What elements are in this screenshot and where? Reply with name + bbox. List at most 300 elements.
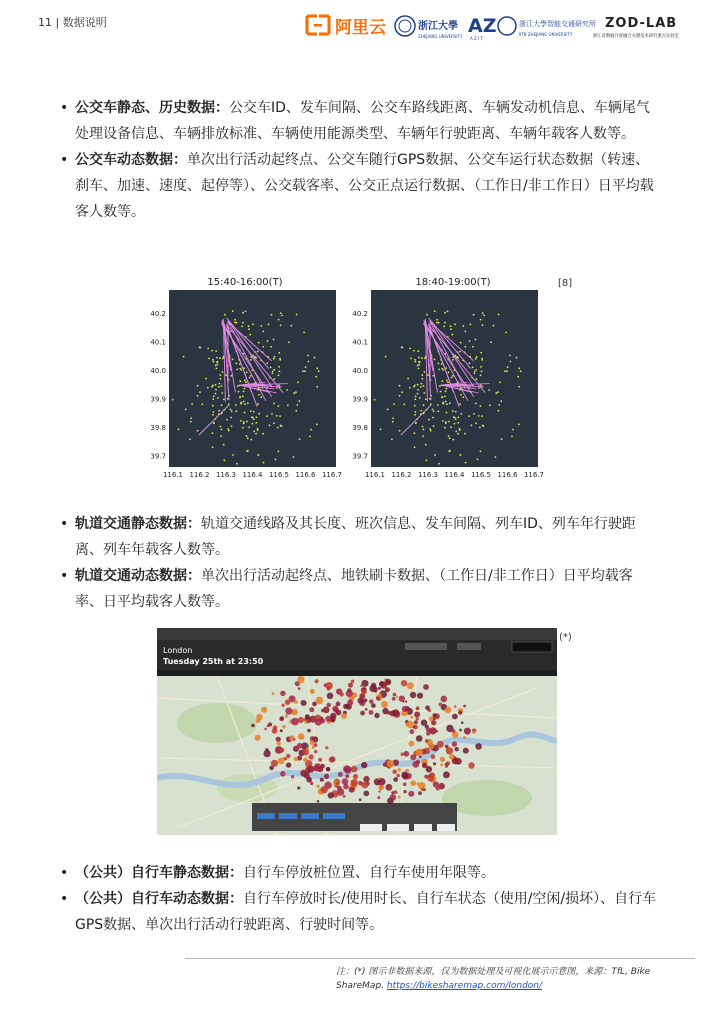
bus-stop-dot [245, 311, 247, 313]
page-number-and-section: 11 | 数据说明 [38, 16, 107, 29]
bus-stop-dot [497, 391, 499, 393]
bus-stop-dot [472, 346, 474, 348]
bus-stop-dot [248, 328, 250, 330]
list-item: • （公共）自行车动态数据：自行车停放时长/使用时长、自行车状态（使用/空闲/损坏）、自行车GPS数据、单次出行活动行驶距离、行驶时间等。 [60, 891, 657, 933]
bus-stop-dot [258, 413, 260, 415]
bike-station-marker [443, 771, 450, 778]
bus-stop-dot [432, 409, 434, 411]
bus-stop-dot [295, 410, 297, 412]
bike-station-marker [321, 786, 328, 793]
bike-station-marker [312, 745, 316, 749]
bike-station-marker [305, 714, 310, 719]
az-sub-text: A Z I T [470, 36, 483, 41]
bus-stop-dot [432, 375, 434, 377]
bus-stop-dot [248, 426, 250, 428]
bus-stop-dot [478, 387, 480, 389]
bus-stop-dot [512, 429, 514, 431]
bus-stop-dot [212, 398, 214, 400]
bike-station-marker [390, 794, 397, 801]
map-control-button[interactable] [437, 824, 455, 831]
bike-station-marker [463, 748, 469, 754]
bus-stop-dot [215, 393, 217, 395]
bus-stop-dot [417, 365, 419, 367]
rail-data-list [60, 511, 660, 615]
bus-stop-dot [236, 463, 238, 465]
bike-station-marker [255, 735, 261, 741]
bus-stop-dot [477, 459, 479, 461]
bus-stop-dot [417, 389, 419, 391]
bike-share-map-figure [157, 628, 557, 835]
bus-stop-dot [316, 424, 318, 426]
bike-station-marker [403, 790, 406, 793]
partner-logos [305, 8, 695, 44]
bus-stop-dot [415, 361, 417, 363]
bus-stop-dot [459, 428, 461, 430]
bus-stop-dot [243, 422, 245, 424]
bike-station-marker [305, 720, 308, 723]
bus-stop-dot [237, 385, 239, 387]
bus-stop-dot [438, 363, 440, 365]
bike-station-marker [463, 736, 466, 739]
bus-stop-dot [211, 350, 213, 352]
bike-station-marker [328, 792, 334, 798]
bike-static-term: （公共）自行车静态数据： [75, 865, 243, 881]
y-tick-label: 39.9 [150, 395, 166, 404]
bike-station-marker [379, 785, 384, 790]
bus-stop-dot [403, 403, 405, 405]
bus-stop-dot [451, 334, 453, 336]
bike-station-marker [363, 776, 369, 782]
bike-station-marker [318, 758, 322, 762]
iitb-en-text: IITB ZHEJIANG UNIVERSITY [519, 32, 573, 37]
bike-station-marker [343, 704, 348, 709]
bike-station-marker [379, 781, 383, 785]
bus-stop-dot [457, 422, 459, 424]
bus-stop-dot [448, 421, 450, 423]
bike-station-marker [393, 777, 398, 782]
bus-stop-dot [452, 410, 454, 412]
bike-station-marker [326, 703, 331, 708]
bike-station-marker [267, 725, 270, 728]
map-city-list-bar [157, 670, 557, 676]
bus-stop-dot [253, 431, 255, 433]
bike-station-marker [431, 754, 436, 759]
bus-stop-dot [420, 386, 422, 388]
bike-station-marker [403, 782, 407, 786]
bus-stop-dot [220, 426, 222, 428]
bike-station-marker [398, 768, 402, 772]
bus-stop-dot [401, 391, 403, 393]
bus-stop-dot [247, 437, 249, 439]
bus-stop-dot [495, 456, 497, 458]
list-item: • 公交车动态数据：单次出行活动起终点、公交车随行GPS数据、公交车运行状态数据（转速、刹车、加速、速度、起停等）、公交载客率、公交正点运行数据、（工作日/非工作日）日平均载客人数等。 [60, 152, 654, 220]
bike-station-marker [439, 783, 445, 789]
map-toolbar [157, 628, 557, 640]
bus-stop-dot [421, 357, 423, 359]
bike-station-marker [387, 760, 394, 767]
bike-station-marker [344, 766, 352, 774]
bus-stop-dot [216, 368, 218, 370]
bus-stop-dot [434, 359, 436, 361]
bus-stop-dot [251, 416, 253, 418]
bus-stop-dot [278, 366, 280, 368]
bus-stop-dot [212, 359, 214, 361]
bus-stop-dot [430, 403, 432, 405]
bike-station-marker [364, 699, 367, 702]
bus-stop-dot [240, 420, 242, 422]
bike-station-marker [361, 762, 367, 768]
bike-station-marker [317, 800, 320, 803]
bus-stop-dot [190, 421, 192, 423]
bus-stop-dot [422, 435, 424, 437]
bus-stop-dot [444, 427, 446, 429]
y-tick-label: 39.8 [352, 424, 368, 432]
y-tick-label: 40.2 [352, 310, 368, 318]
bus-stop-dot [441, 363, 443, 365]
bus-stop-dot [225, 374, 227, 376]
bus-stop-dot [443, 326, 445, 328]
bus-stop-dot [380, 428, 382, 430]
bus-stop-dot [449, 450, 451, 452]
bus-stop-dot [281, 425, 283, 427]
bus-stop-dot [287, 404, 289, 406]
bus-stop-dot [212, 385, 214, 387]
bus-stop-dot [446, 388, 448, 390]
bus-stop-dot [481, 371, 483, 373]
bus-stop-dot [499, 381, 501, 383]
bus-stop-dot [245, 381, 247, 383]
bus-stop-dot [517, 376, 519, 378]
map-control-button[interactable] [257, 813, 275, 819]
bus-stop-dot [295, 391, 297, 393]
bike-dynamic-term: （公共）自行车动态数据： [75, 891, 243, 907]
bus-stop-dot [266, 415, 268, 417]
bus-stop-dot [442, 402, 444, 404]
bus-stop-dot [441, 368, 443, 370]
bus-stop-dot [304, 370, 306, 372]
bike-station-marker [377, 796, 380, 799]
bike-station-marker [455, 747, 459, 751]
bus-stop-dot [318, 370, 320, 372]
bus-stop-dot [436, 319, 438, 321]
bus-stop-dot [474, 373, 476, 375]
bus-stop-dot [457, 433, 459, 435]
bus-stop-dot [212, 405, 214, 407]
x-tick-label: 116.5 [268, 471, 290, 479]
bike-station-marker [362, 680, 369, 687]
bike-station-marker [360, 700, 363, 703]
y-tick-label: 40.0 [150, 367, 166, 375]
map-control-button[interactable] [414, 824, 432, 831]
bike-station-marker [425, 739, 429, 743]
bike-station-marker [378, 687, 381, 690]
bus-stop-dot [510, 361, 512, 363]
bus-stop-dot [257, 351, 259, 353]
bike-station-marker [378, 777, 381, 780]
bike-station-marker [373, 687, 378, 692]
bus-stop-dot [230, 375, 232, 377]
bike-station-marker [468, 762, 474, 768]
map-control-button[interactable] [360, 824, 382, 831]
bus-stop-dot [423, 429, 425, 431]
bus-stop-dot [281, 315, 283, 317]
bus-stop-dot [269, 424, 271, 426]
bus-stop-dot [299, 438, 301, 440]
bike-station-marker [405, 700, 407, 702]
bus-stop-dot [216, 361, 218, 363]
bus-stop-dot [449, 402, 451, 404]
bike-station-marker [431, 720, 436, 725]
bus-stop-dot [447, 381, 449, 383]
bike-station-marker [399, 696, 405, 702]
bike-station-marker [345, 774, 349, 778]
bus-stop-dot [183, 356, 185, 358]
bus-stop-dot [462, 325, 464, 327]
bus-stop-dot [273, 403, 275, 405]
bus-stop-dot [459, 351, 461, 353]
bike-station-marker [422, 763, 427, 768]
bus-stop-dot [278, 352, 280, 354]
bus-stop-dot [454, 323, 456, 325]
bike-station-marker [351, 779, 358, 786]
bus-stop-dot [480, 405, 482, 407]
footnote-link[interactable]: https://bikesharemap.com/london/ [386, 981, 543, 991]
bus-stop-dot [445, 422, 447, 424]
bike-station-marker [301, 700, 307, 706]
bike-station-marker [280, 771, 285, 776]
bike-station-marker [445, 707, 452, 714]
map-control-button[interactable] [323, 813, 345, 819]
bus-stop-dot [235, 410, 237, 412]
bus-stop-dot [253, 411, 255, 413]
bike-station-marker [393, 693, 397, 697]
zju-logo [395, 16, 463, 39]
bike-station-marker [418, 791, 422, 795]
bus-stop-dot [246, 435, 248, 437]
bus-stop-dot [246, 421, 248, 423]
map-panel-2 [371, 290, 538, 467]
bike-station-marker [297, 755, 302, 760]
bike-station-marker [325, 746, 328, 749]
bike-station-marker [408, 791, 414, 797]
bus-stop-dot [413, 350, 415, 352]
bike-static-text: 自行车停放桩位置、自行车使用年限等。 [243, 865, 495, 881]
bus-stop-dot [310, 429, 312, 431]
bus-stop-dot [387, 409, 389, 411]
x-tick-label: 116.7 [321, 471, 343, 479]
bus-stop-dot [266, 362, 268, 364]
bike-station-marker [445, 765, 448, 768]
bike-station-marker [297, 786, 300, 789]
bus-stop-dot [199, 391, 201, 393]
bike-figure-ref: (*) [559, 632, 572, 643]
bus-stop-dot [438, 463, 440, 465]
x-tick-label: 116.2 [189, 471, 210, 479]
bus-stop-dot [414, 398, 416, 400]
bus-stop-dot [197, 430, 199, 432]
bus-stop-dot [250, 359, 252, 361]
bike-station-marker [461, 721, 464, 724]
bus-stop-dot [260, 325, 262, 327]
bus-stop-dot [451, 377, 453, 379]
page-number: 11 [38, 16, 52, 29]
bus-stop-dot [279, 371, 281, 373]
bike-station-marker [330, 718, 334, 722]
bus-gps-figure [145, 270, 575, 485]
bus-static-term: 公交车静态、历史数据： [75, 100, 229, 116]
bus-stop-dot [316, 386, 318, 388]
bus-stop-dot [480, 450, 482, 452]
bike-station-marker [381, 701, 388, 708]
bike-station-marker [416, 707, 420, 711]
bus-stop-dot [518, 386, 520, 388]
bus-stop-dot [234, 322, 236, 324]
bus-stop-dot [273, 358, 275, 360]
map-panel-1 [169, 290, 336, 467]
bike-station-marker [277, 741, 281, 745]
bike-station-marker [452, 729, 456, 733]
bike-station-marker [398, 796, 401, 799]
bus-stop-dot [464, 433, 466, 435]
bike-station-marker [401, 680, 407, 686]
bike-station-marker [449, 754, 455, 760]
bus-stop-dot [438, 322, 440, 324]
bus-stop-dot [424, 358, 426, 360]
list-item: • 公交车静态、历史数据：公交车ID、发车间隔、公交车路线距离、车辆发动机信息、车辆尾气处理设备信息、车辆排放标准、车辆使用能源类型、车辆年行驶距离、车辆年载客人数等。 [60, 100, 650, 142]
bus-stop-dot [423, 392, 425, 394]
bus-stop-dot [420, 410, 422, 412]
x-tick-label: 116.6 [295, 471, 316, 479]
bus-stop-dot [273, 422, 275, 424]
bike-station-marker [425, 705, 430, 710]
bike-station-marker [414, 712, 420, 718]
bus-stop-dot [250, 410, 252, 412]
map-control-button[interactable] [387, 824, 409, 831]
bus-stop-dot [424, 371, 426, 373]
bus-stop-dot [230, 409, 232, 411]
bus-stop-dot [262, 433, 264, 435]
bike-station-marker [412, 761, 419, 768]
bike-station-marker [336, 710, 342, 716]
bus-stop-dot [249, 334, 251, 336]
bus-stop-dot [242, 322, 244, 324]
bus-stop-dot [309, 436, 311, 438]
x-tick-label: 116.2 [391, 471, 412, 479]
bus-stop-dot [422, 426, 424, 428]
bus-stop-dot [418, 368, 420, 370]
map-control-button[interactable] [279, 813, 297, 819]
bus-stop-dot [414, 446, 416, 448]
bus-stop-dot [201, 403, 203, 405]
footnote [336, 965, 696, 993]
bus-stop-dot [235, 404, 237, 406]
bus-stop-dot [231, 410, 233, 412]
bike-station-marker [291, 718, 299, 726]
bus-stop-dot [438, 369, 440, 371]
bus-stop-dot [238, 391, 240, 393]
bike-station-marker [417, 693, 423, 699]
bus-stop-dot [434, 310, 436, 312]
bike-station-marker [407, 682, 414, 689]
bus-stop-dot [262, 346, 264, 348]
bus-stop-dot [409, 387, 411, 389]
bus-stop-dot [440, 391, 442, 393]
map-control-button[interactable] [301, 813, 319, 819]
bus-stop-dot [207, 348, 209, 350]
bike-station-marker [452, 741, 457, 746]
bike-station-marker [320, 778, 324, 782]
bike-station-marker [359, 798, 362, 801]
bus-stop-dot [243, 391, 245, 393]
bike-station-marker [369, 699, 373, 703]
bus-stop-dot [437, 404, 439, 406]
bus-stop-dot [308, 361, 310, 363]
bike-station-marker [293, 738, 295, 740]
bike-station-marker [338, 772, 343, 777]
bike-station-marker [410, 692, 416, 698]
bus-stop-dot [385, 356, 387, 358]
x-tick-label: 116.4 [444, 471, 465, 479]
bus-stop-dot [504, 370, 506, 372]
y-tick-label: 39.9 [352, 395, 368, 404]
bus-stop-dot [422, 378, 424, 380]
bus-stop-dot [223, 399, 225, 401]
footnote-divider [185, 958, 695, 959]
bike-station-marker [291, 775, 294, 778]
bus-stop-dot [430, 430, 432, 432]
bus-stop-dot [241, 326, 243, 328]
bus-stop-dot [374, 399, 376, 401]
bus-stop-dot [483, 425, 485, 427]
bus-stop-dot [305, 366, 307, 368]
bike-station-marker [454, 705, 456, 707]
bus-stop-dot [212, 411, 214, 413]
bike-station-marker [280, 729, 283, 732]
bike-station-marker [315, 719, 322, 726]
bus-stop-dot [495, 392, 497, 394]
bus-stop-dot [481, 358, 483, 360]
bus-stop-dot [226, 419, 228, 421]
bus-stop-dot [507, 366, 509, 368]
zju-text: 浙江大學 [418, 21, 458, 32]
bus-stop-dot [250, 439, 252, 441]
bus-stop-dot [471, 424, 473, 426]
bus-stop-dot [191, 403, 193, 405]
bus-stop-dot [293, 456, 295, 458]
bike-station-marker [285, 700, 291, 706]
bus-stop-dot [474, 371, 476, 373]
bus-stop-dot [172, 399, 174, 401]
bus-stop-dot [273, 369, 275, 371]
bus-stop-dot [518, 367, 520, 369]
panel-title-1: 15:40-16:00(T) [207, 277, 283, 288]
x-tick-label: 116.6 [497, 471, 518, 479]
bus-stop-dot [450, 426, 452, 428]
bike-station-marker [421, 720, 427, 726]
y-tick-label: 40.2 [150, 310, 166, 318]
bus-stop-dot [475, 369, 477, 371]
bus-stop-dot [212, 414, 214, 416]
bus-stop-dot [270, 346, 272, 348]
bus-stop-dot [500, 400, 502, 402]
bike-station-marker [472, 730, 475, 733]
bus-stop-dot [433, 410, 435, 412]
az-logo [468, 15, 496, 41]
bus-stop-dot [436, 322, 438, 324]
bus-stop-dot [215, 384, 217, 386]
bus-stop-dot [272, 373, 274, 375]
bus-stop-dot [239, 368, 241, 370]
